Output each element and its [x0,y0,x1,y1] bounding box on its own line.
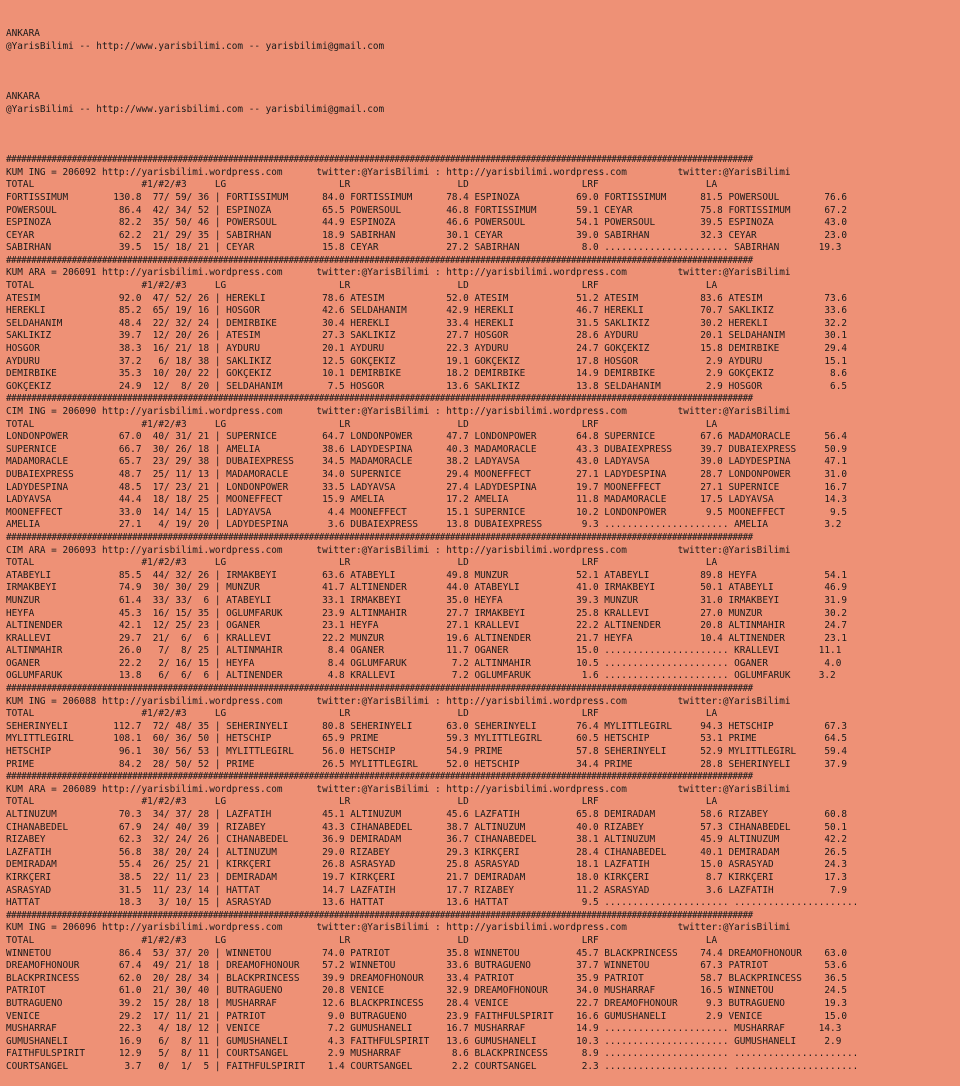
race-sections [6,154,960,1073]
column-header-line: TOTAL #1/#2/#3 LG LR LD LRF LA [6,280,718,292]
result-row: HETSCHIP 96.1 30/ 56/ 53 | MYLITTLEGIRL 56.0 HETSCHIP 54.9 PRIME 57.8 SEHERINYELI 52.9 MYLITTLEGIRL 59.4 [6,746,847,758]
result-row: SUPERNICE 66.7 30/ 26/ 18 | AMELIA 38.6 LADYDESPINA 40.3 MADAMORACLE 43.3 DUBAIEXPRESS 39.7 DUBAIEXPRESS 50.9 [6,443,847,455]
separator-line: #################################################################################################################################################### [6,154,753,166]
result-row: DREAMOFHONOUR 67.4 49/ 21/ 18 | DREAMOFHONOUR 57.2 WINNETOU 33.6 BUTRAGUENO 37.7 WINNETOU 67.3 PATRIOT 53.6 [6,960,847,972]
separator-line: #################################################################################################################################################### [6,909,753,921]
result-row: HEYFA 45.3 16/ 15/ 35 | OGLUMFARUK 23.9 ALTINMAHIR 27.7 IRMAKBEYI 25.8 KRALLEVI 27.0 MUNZUR 30.2 [6,607,847,619]
race-section [6,696,960,772]
separator-line: #################################################################################################################################################### [6,254,753,266]
race-section [6,267,960,393]
result-row: ATABEYLI 85.5 44/ 32/ 26 | IRMAKBEYI 63.6 ATABEYLI 49.8 MUNZUR 52.1 ATABEYLI 89.8 HEYFA 54.1 [6,569,847,581]
result-row: RIZABEY 62.3 32/ 24/ 26 | CIHANABEDEL 36.9 DEMIRADAM 36.7 CIHANABEDEL 38.1 ALTINÜZÜM 45.9 ALTINÜZÜM 42.2 [6,834,847,846]
result-row: OGLUMFARUK 13.8 6/ 6/ 6 | ALTINENDER 4.8 KRALLEVI 7.2 OGLUMFARUK 1.6 ...................... OGLUMFARUK 3.2 [6,670,836,682]
separator-line: #################################################################################################################################################### [6,683,753,695]
result-row: ALTINÜZÜM 70.3 34/ 37/ 28 | LAZFATIH 45.1 ALTINÜZÜM 45.6 LAZFATIH 65.8 DEMIRADAM 58.6 RIZABEY 60.8 [6,809,847,820]
report-header [6,28,960,129]
result-row: MOONEFFECT 33.0 14/ 14/ 15 | LADYAVSA 4.4 MOONEFFECT 15.1 SUPERNICE 10.2 LONDONPOWER 9.5 MOONEFFECT 9.5 [6,506,847,518]
result-row: BLACKPRINCESS 62.0 20/ 28/ 34 | BLACKPRINCESS 39.9 DREAMOFHONOUR 33.4 PATRIOT 35.9 PATRIOT 58.7 BLACKPRINCESS 36.5 [6,972,847,984]
header-line: ANKARA [6,28,40,40]
result-row: FAITHFULSPIRIT 12.9 5/ 8/ 11 | COURTSANGEL 2.9 MUSHARRAF 8.6 BLACKPRINCESS 8.9 ...................... ...................... [6,1048,859,1060]
result-row: MADAMORACLE 65.7 23/ 29/ 38 | DUBAIEXPRESS 34.5 MADAMORACLE 38.2 LADYAVSA 43.0 LADYAVSA 39.0 LADYDESPINA 47.1 [6,456,847,468]
result-row: VENICE 29.2 17/ 11/ 21 | PATRIOT 9.0 BUTRAGUENO 23.9 FAITHFULSPIRIT 16.6 GÜMÜSHANELI 2.9 VENICE 15.0 [6,1010,847,1022]
result-row: GÜMÜSHANELI 16.9 6/ 8/ 11 | GÜMÜSHANELI 4.3 FAITHFULSPIRIT 13.6 GÜMÜSHANELI 10.3 ...................... GÜMÜSHANELI 2.9 [6,1035,842,1047]
result-row: LAZFATIH 56.8 38/ 20/ 24 | ALTINÜZÜM 29.0 RIZABEY 29.3 KIRKÇERI 28.4 CIHANABEDEL 40.1 DEMIRADAM 26.5 [6,846,847,858]
result-row: AYDURU 37.2 6/ 18/ 38 | SAKLIKIZ 12.5 GÖKÇEKIZ 19.1 GÖKÇEKIZ 17.8 HOSGÖR 2.9 AYDURU 15.1 [6,355,847,367]
result-row: ALTINMAHIR 26.0 7/ 8/ 25 | ALTINMAHIR 8.4 OGANER 11.7 OGANER 15.0 ...................... KRALLEVI 11.1 [6,645,842,657]
result-row: FORTISSIMUM 130.8 77/ 59/ 36 | FORTISSIMUM 84.0 FORTISSIMUM 78.4 ESPINOZA 69.0 FORTISSIMUM 81.5 POWERSOUL 76.6 [6,191,847,203]
column-header-line: TOTAL #1/#2/#3 LG LR LD LRF LA [6,418,718,430]
column-header-line: TOTAL #1/#2/#3 LG LR LD LRF LA [6,708,718,720]
result-row: HATTAT 18.3 3/ 10/ 15 | ASRASYAD 13.6 HATTAT 13.6 HATTAT 9.5 ...................... ...................... [6,897,859,909]
header-line: @YarisBilimi -- http://www.yarisbilimi.com -- yarisbilimi@gmail.com [6,103,385,115]
result-row: LADYDESPINA 48.5 17/ 23/ 21 | LONDONPOWER 33.5 LADYAVSA 27.4 LADYDESPINA 19.7 MOONEFFECT 27.1 SUPERNICE 16.7 [6,481,847,493]
result-row: POWERSOUL 86.4 42/ 34/ 52 | ESPINOZA 65.5 POWERSOUL 46.8 FORTISSIMUM 59.1 CEYAR 75.8 FORTISSIMUM 67.2 [6,204,847,216]
blank-line [6,79,960,92]
blank-line [6,66,960,79]
blank-line [6,53,960,66]
result-row: WINNETOU 86.4 53/ 37/ 20 | WINNETOU 74.0 PATRIOT 35.8 WINNETOU 45.7 BLACKPRINCESS 74.4 DREAMOFHONOUR 63.0 [6,947,847,959]
column-header-line: TOTAL #1/#2/#3 LG LR LD LRF LA [6,934,718,946]
result-row: CIHANABEDEL 67.9 24/ 40/ 39 | RIZABEY 43.3 CIHANABEDEL 38.7 ALTINÜZÜM 40.0 RIZABEY 57.3 CIHANABEDEL 50.1 [6,821,847,833]
result-row: OGANER 22.2 2/ 16/ 15 | HEYFA 8.4 OGLUMFARUK 7.2 ALTINMAHIR 10.5 ...................... OGANER 4.0 [6,657,842,669]
result-row: SELDAHANIM 48.4 22/ 32/ 24 | DEMIRBIKE 30.4 HEREKLI 33.4 HEREKLI 31.5 SAKLIKIZ 30.2 HEREKLI 32.2 [6,317,847,329]
header-line: @YarisBilimi -- http://www.yarisbilimi.com -- yarisbilimi@gmail.com [6,40,385,52]
result-row: IRMAKBEYI 74.9 30/ 30/ 29 | MUNZUR 41.7 ALTINENDER 44.0 ATABEYLI 41.0 IRMAKBEYI 50.1 ATABEYLI 46.9 [6,582,847,594]
race-section [6,784,960,910]
race-section [6,922,960,1073]
column-header-line: TOTAL #1/#2/#3 LG LR LD LRF LA [6,179,718,191]
result-row: ASRASYAD 31.5 11/ 23/ 14 | HATTAT 14.7 LAZFATIH 17.7 RIZABEY 11.2 ASRASYAD 3.6 LAZFATIH 7.9 [6,884,847,896]
race-title-line[interactable]: KUM ING = 206092 http://yarisbilimi.wordpress.com twitter:@YarisBilimi : http://yarisbilimi.wordpress.com twitter:@YarisBilimi [6,166,791,178]
result-row: LADYAVSA 44.4 18/ 18/ 25 | MOONEFFECT 15.9 AMELIA 17.2 AMELIA 11.8 MADAMORACLE 17.5 LADYAVSA 14.3 [6,494,847,506]
result-row: PATRIOT 61.0 21/ 30/ 40 | BUTRAGUENO 20.8 VENICE 32.9 DREAMOFHONOUR 34.0 MUSHARRAF 16.5 WINNETOU 24.5 [6,985,847,997]
result-row: GÖKÇEKIZ 24.9 12/ 8/ 20 | SELDAHANIM 7.5 HOSGÖR 13.6 SAKLIKIZ 13.8 SELDAHANIM 2.9 HOSGÖR 6.5 [6,380,847,392]
separator-line: #################################################################################################################################################### [6,771,753,783]
result-row: BUTRAGUENO 39.2 15/ 28/ 18 | MUSHARRAF 12.6 BLACKPRINCESS 28.4 VENICE 22.7 DREAMOFHONOUR 9.3 BUTRAGUENO 19.3 [6,997,847,1009]
blank-line [6,116,960,129]
result-row: MUNZUR 61.4 33/ 33/ 6 | ATABEYLI 33.1 IRMAKBEYI 35.0 HEYFA 39.3 MUNZUR 31.0 IRMAKBEYI 31.9 [6,594,847,606]
result-row: KIRKÇERI 38.5 22/ 11/ 23 | DEMIRADAM 19.7 KIRKÇERI 21.7 DEMIRADAM 18.0 KIRKÇERI 8.7 KIRKÇERI 17.3 [6,871,847,883]
race-section [6,406,960,532]
race-title-line[interactable]: KUM ARA = 206089 http://yarisbilimi.wordpress.com twitter:@YarisBilimi : http://yarisbilimi.wordpress.com twitter:@YarisBilimi [6,783,791,795]
race-section [6,167,960,255]
result-row: ATESIM 92.0 47/ 52/ 26 | HEREKLI 78.6 ATESIM 52.0 ATESIM 51.2 ATESIM 83.6 ATESIM 73.6 [6,292,847,304]
result-row: LONDONPOWER 67.0 40/ 31/ 21 | SUPERNICE 64.7 LONDONPOWER 47.7 LONDONPOWER 64.8 SUPERNICE 67.6 MADAMORACLE 56.4 [6,431,847,443]
result-row: CEYAR 62.2 21/ 29/ 35 | SABIRHAN 18.9 SABIRHAN 30.1 CEYAR 39.0 SABIRHAN 32.3 CEYAR 23.0 [6,229,847,241]
result-row: MUSHARRAF 22.3 4/ 18/ 12 | VENICE 7.2 GÜMÜSHANELI 16.7 MUSHARRAF 14.9 ...................... MUSHARRAF 14.3 [6,1023,842,1035]
result-row: SABIRHAN 39.5 15/ 18/ 21 | CEYAR 15.8 CEYAR 27.2 SABIRHAN 8.0 ...................... SABIRHAN 19.3 [6,242,842,254]
race-title-line[interactable]: CIM ARA = 206093 http://yarisbilimi.wordpress.com twitter:@YarisBilimi : http://yarisbilimi.wordpress.com twitter:@YarisBilimi [6,544,791,556]
result-row: PRIME 84.2 28/ 50/ 52 | PRIME 26.5 MYLITTLEGIRL 52.0 HETSCHIP 34.4 PRIME 28.8 SEHERINYELI 37.9 [6,758,847,770]
result-row: DEMIRBIKE 35.3 10/ 20/ 22 | GÖKÇEKIZ 10.1 DEMIRBIKE 18.2 DEMIRBIKE 14.9 DEMIRBIKE 2.9 GÖKÇEKIZ 8.6 [6,368,847,380]
result-row: AMELIA 27.1 4/ 19/ 20 | LADYDESPINA 3.6 DUBAIEXPRESS 13.8 DUBAIEXPRESS 9.3 ...................... AMELIA 3.2 [6,519,842,531]
race-title-line[interactable]: CIM ING = 206090 http://yarisbilimi.wordpress.com twitter:@YarisBilimi : http://yarisbilimi.wordpress.com twitter:@YarisBilimi [6,406,791,417]
result-row: HEREKLI 85.2 65/ 19/ 16 | HOSGÖR 42.6 SELDAHANIM 42.9 HEREKLI 46.7 HEREKLI 70.7 SAKLIKIZ 33.6 [6,305,847,317]
result-row: KRALLEVI 29.7 21/ 6/ 6 | KRALLEVI 22.2 MUNZUR 19.6 ALTINENDER 21.7 HEYFA 10.4 ALTINENDER 23.1 [6,632,847,644]
result-row: MYLITTLEGIRL 108.1 60/ 36/ 50 | HETSCHIP 65.9 PRIME 59.3 MYLITTLEGIRL 60.5 HETSCHIP 53.1 PRIME 64.5 [6,733,847,745]
result-row: ALTINENDER 42.1 12/ 25/ 23 | OGANER 23.1 HEYFA 27.1 KRALLEVI 22.2 ALTINENDER 20.8 ALTINMAHIR 24.7 [6,620,847,632]
race-section [6,545,960,684]
column-header-line: TOTAL #1/#2/#3 LG LR LD LRF LA [6,796,718,808]
separator-line: #################################################################################################################################################### [6,393,753,405]
header-line: ANKARA [6,91,40,103]
result-row: DUBAIEXPRESS 48.7 25/ 11/ 13 | MADAMORACLE 34.0 SUPERNICE 29.4 MOONEFFECT 27.1 LADYDESPINA 28.7 LONDONPOWER 31.0 [6,468,847,480]
result-row: DEMIRADAM 55.4 26/ 25/ 21 | KIRKÇERI 26.8 ASRASYAD 25.8 ASRASYAD 18.1 LAZFATIH 15.0 ASRASYAD 24.3 [6,859,847,871]
result-row: SAKLIKIZ 39.7 12/ 20/ 26 | ATESIM 27.3 SAKLIKIZ 27.7 HOSGÖR 28.6 AYDURU 20.1 SELDAHANIM 30.1 [6,330,847,342]
race-title-line[interactable]: KUM ARA = 206091 http://yarisbilimi.wordpress.com twitter:@YarisBilimi : http://yarisbilimi.wordpress.com twitter:@YarisBilimi [6,267,791,279]
result-row: HOSGÖR 38.3 16/ 21/ 18 | AYDURU 20.1 AYDURU 22.3 AYDURU 24.7 GÖKÇEKIZ 15.8 DEMIRBIKE 29.4 [6,343,847,355]
result-row: SEHERINYELI 112.7 72/ 48/ 35 | SEHERINYELI 80.8 SEHERINYELI 63.0 SEHERINYELI 76.4 MYLITTLEGIRL 94.3 HETSCHIP 67.3 [6,720,847,732]
result-row: COURTSANGEL 3.7 0/ 1/ 5 | FAITHFULSPIRIT 1.4 COURTSANGEL 2.2 COURTSANGEL 2.3 ...................... ...................... [6,1060,859,1072]
separator-line: #################################################################################################################################################### [6,531,753,543]
result-row: ESPINOZA 82.2 35/ 50/ 46 | POWERSOUL 44.9 ESPINOZA 46.6 POWERSOUL 54.1 POWERSOUL 39.5 ESPINOZA 43.0 [6,217,847,229]
race-title-line[interactable]: KUM ING = 206096 http://yarisbilimi.wordpress.com twitter:@YarisBilimi : http://yarisbilimi.wordpress.com twitter:@YarisBilimi [6,922,791,934]
column-header-line: TOTAL #1/#2/#3 LG LR LD LRF LA [6,557,718,569]
race-title-line[interactable]: KUM ING = 206088 http://yarisbilimi.wordpress.com twitter:@YarisBilimi : http://yarisbilimi.wordpress.com twitter:@YarisBilimi [6,695,791,707]
